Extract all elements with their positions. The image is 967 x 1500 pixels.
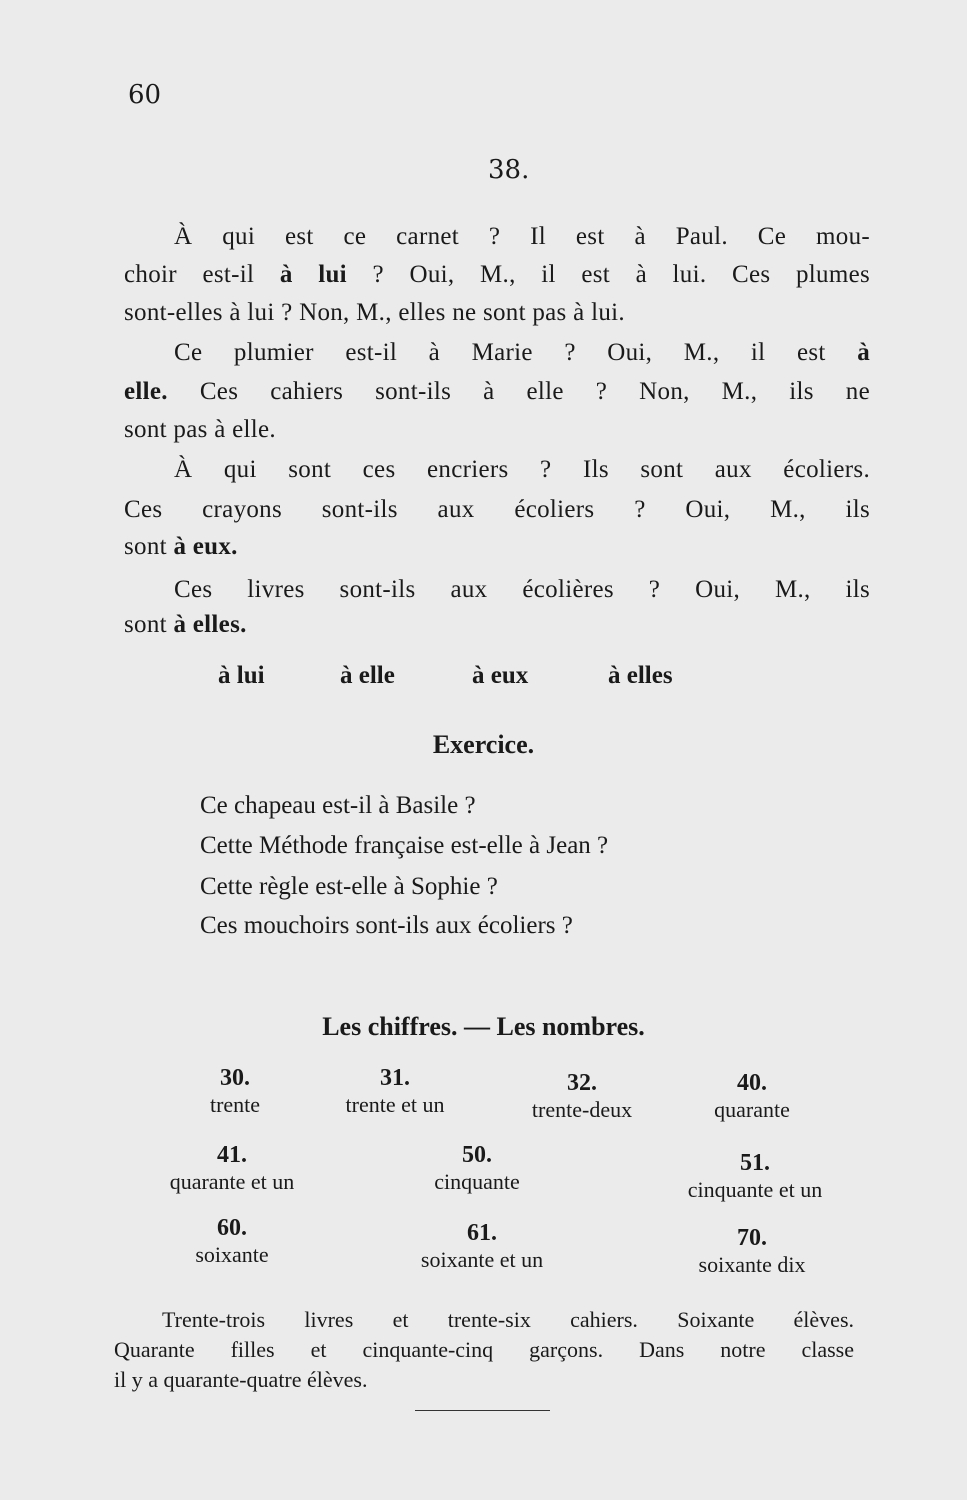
text-line <box>124 495 870 525</box>
exercise-question: Ces mouchoirs sont-ils aux écoliers ? <box>200 912 573 939</box>
number-digits: 70. <box>737 1225 767 1251</box>
text-line <box>174 455 870 485</box>
exercise-title: Exercice. <box>432 730 535 759</box>
number-words: cinquante et un <box>687 1177 823 1202</box>
text-line <box>124 415 870 445</box>
number-entry <box>625 1150 885 1203</box>
page-number: 60 <box>128 80 162 110</box>
number-entry <box>622 1225 882 1278</box>
number-digits: 32. <box>567 1070 597 1096</box>
exercise-question: Cette Méthode française est-elle à Jean ? <box>200 832 609 859</box>
number-entry <box>352 1220 612 1273</box>
pronoun: à lui <box>218 662 265 689</box>
number-entry <box>102 1142 362 1195</box>
text-segment: À qui sont ces encriers ? Ils sont aux écoliers. <box>174 456 870 483</box>
end-rule <box>415 1410 550 1411</box>
number-entry <box>622 1070 882 1123</box>
number-digits: 60. <box>217 1215 247 1241</box>
numbers-title: Les chiffres. — Les nombres. <box>322 1012 645 1041</box>
text-segment: sont pas à elle. <box>124 416 276 443</box>
number-words: trente <box>209 1092 261 1117</box>
number-words: trente et un <box>345 1092 445 1117</box>
number-digits: 41. <box>217 1142 247 1168</box>
exercise-question: Ce chapeau est-il à Basile ? <box>200 792 476 819</box>
number-entry <box>347 1142 607 1195</box>
number-digits: 51. <box>740 1150 770 1176</box>
text-line <box>174 575 870 605</box>
number-words: quarante <box>714 1097 790 1122</box>
text-segment: sont <box>124 533 174 560</box>
text-segment: À qui est ce carnet ? Il est à Paul. Ce mou- <box>174 223 870 250</box>
bold-pronoun: à eux. <box>173 533 238 560</box>
bold-pronoun: à <box>857 339 870 366</box>
text-segment: Ce plumier est-il à Marie ? Oui, M., il est <box>174 339 858 366</box>
text-line <box>124 532 870 562</box>
number-words: cinquante <box>434 1169 520 1194</box>
bold-pronoun: à elles. <box>173 611 247 638</box>
section-number: 38. <box>488 155 530 185</box>
bold-pronoun: elle. <box>124 378 168 405</box>
pronoun: à elle <box>340 662 395 689</box>
number-entry <box>102 1215 362 1268</box>
number-words: soixante dix <box>698 1252 806 1277</box>
pronoun: à elles <box>608 662 673 689</box>
text-line <box>124 298 870 328</box>
bold-pronoun: à lui <box>279 261 347 288</box>
text-segment: Ces crayons sont-ils aux écoliers ? Oui, M., ils <box>124 496 870 523</box>
number-digits: 50. <box>462 1142 492 1168</box>
number-digits: 61. <box>467 1220 497 1246</box>
closing-line: Trente-trois livres et trente-six cahiers. Soixante élèves. <box>162 1307 854 1332</box>
number-digits: 30. <box>220 1065 250 1091</box>
number-words: quarante et un <box>169 1169 295 1194</box>
text-segment: ? Oui, M., il est à lui. Ces plumes <box>346 261 870 288</box>
pronoun: à eux <box>472 662 529 689</box>
text-line <box>124 260 870 290</box>
number-words: soixante et un <box>420 1247 544 1272</box>
closing-line: il y a quarante-quatre élèves. <box>114 1367 368 1392</box>
closing-line: Quarante filles et cinquante-cinq garçons. Dans notre classe <box>114 1337 854 1362</box>
text-line <box>174 222 870 252</box>
number-digits: 40. <box>737 1070 767 1096</box>
text-line <box>124 610 870 640</box>
text-segment: choir est-il <box>124 261 280 288</box>
text-segment: Ces livres sont-ils aux écolières ? Oui, M., ils <box>174 576 870 603</box>
text-segment: sont-elles à lui ? Non, M., elles ne sont pas à lui. <box>124 299 625 326</box>
text-line <box>174 338 870 368</box>
text-segment: Ces cahiers sont-ils à elle ? Non, M., ils ne <box>167 378 870 405</box>
number-words: trente-deux <box>531 1097 633 1122</box>
number-words: soixante <box>195 1242 269 1267</box>
text-segment: sont <box>124 611 174 638</box>
number-digits: 31. <box>380 1065 410 1091</box>
exercise-question: Cette règle est-elle à Sophie ? <box>200 873 498 900</box>
text-line <box>124 377 870 407</box>
